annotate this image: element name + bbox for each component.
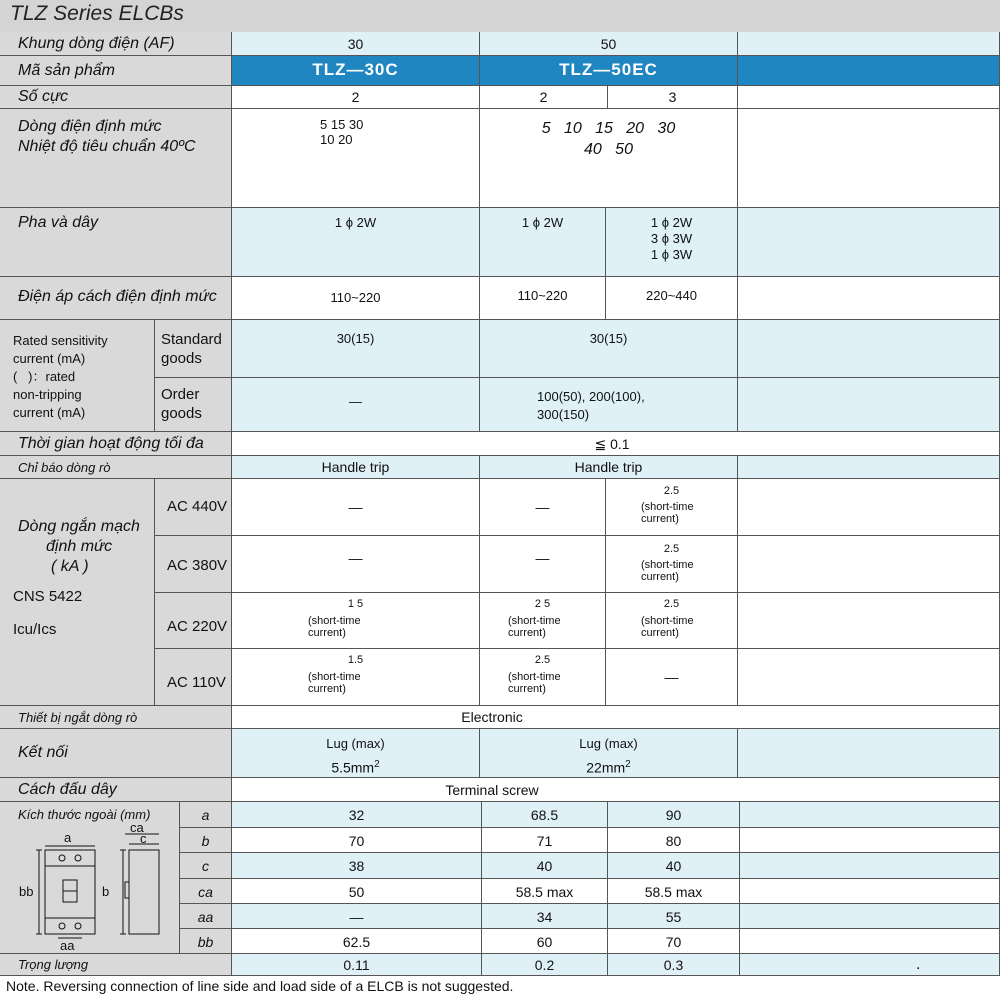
poles-empty-cell <box>738 86 1000 109</box>
rated-label-cell <box>0 109 232 208</box>
sens-ord-50-line2: 300(150) <box>537 407 590 422</box>
ac220-30-st1: (short-time <box>308 615 361 627</box>
wiring-value: Terminal screw <box>445 782 539 798</box>
frame-30-cell <box>232 32 480 56</box>
dims-key-1-cell <box>180 828 232 853</box>
diagram-label-b: b <box>102 884 110 899</box>
insul-30: 110~220 <box>330 290 381 305</box>
dims-empty-1-cell <box>740 828 1000 853</box>
ac220-50b-st2: current) <box>641 627 679 639</box>
dims-key-3: ca <box>198 884 213 900</box>
dims-30-1-cell <box>232 828 482 853</box>
sens-standard-1: Standard <box>161 331 222 348</box>
dims-30-3: 50 <box>348 884 365 900</box>
phase-label-cell <box>0 208 232 277</box>
diagram-label-a: a <box>64 830 72 845</box>
dims-50a-4: 34 <box>536 909 553 925</box>
insul-label-cell <box>0 277 232 320</box>
sens-order-1: Order <box>161 386 200 403</box>
dims-50b-0: 90 <box>665 807 682 823</box>
dims-50a-5-cell <box>482 929 608 954</box>
sens-label-cell <box>0 320 155 432</box>
ac220-50a-st1: (short-time <box>508 615 561 627</box>
wiring-label: Cách đấu dây <box>18 781 117 798</box>
rated-50-line1: 5 10 15 20 30 <box>541 120 676 137</box>
conn-label: Kết nối <box>18 744 68 761</box>
poles-30-cell <box>232 86 480 109</box>
dims-key-0-cell <box>180 802 232 828</box>
dims-50b-0-cell <box>608 802 740 828</box>
weight-50a: 0.2 <box>534 957 555 973</box>
ac220-50b-value: 2.5 <box>663 598 680 610</box>
sens-ord-50-line1: 100(50), 200(100), <box>537 389 645 404</box>
sens-label-5: current (mA) <box>13 405 86 420</box>
spec-table <box>0 32 1000 976</box>
dims-30-4-cell <box>232 904 482 929</box>
ac440-50b-st1: (short-time <box>641 501 694 513</box>
sens-ord-30: — <box>349 394 362 409</box>
ac380-50b-st2: current) <box>641 571 679 583</box>
dims-50a-3-cell <box>482 879 608 904</box>
sens-ord-empty-cell <box>738 378 1000 432</box>
dims-label: Kích thước ngoài (mm) <box>18 807 151 822</box>
ac110-50b: — <box>664 669 679 685</box>
ac220-50b-st1: (short-time <box>641 615 694 627</box>
maxtime-value: ≦ 0.1 <box>594 436 630 452</box>
diagram-label-aa: aa <box>60 938 75 952</box>
indicator-50-cell <box>480 456 738 479</box>
diagram-label-bb: bb <box>19 884 34 899</box>
sens-ord-30-cell <box>232 378 480 432</box>
sens-label-4: non-tripping <box>13 387 82 402</box>
dims-empty-5-cell <box>740 929 1000 954</box>
sens-label-3: ( )：rated <box>13 369 76 384</box>
device-label-cell <box>0 706 232 729</box>
ac220-50a-st2: current) <box>508 627 546 639</box>
wiring-label-cell <box>0 778 232 802</box>
conn-50-size: 22mm <box>586 759 626 776</box>
dims-30-2: 38 <box>348 858 365 874</box>
model-label: Mã sản phẩm <box>18 62 115 79</box>
dims-50a-2: 40 <box>536 858 553 874</box>
ac380-50b-value: 2.5 <box>663 543 680 555</box>
conn-50-sq: 2 <box>625 759 631 770</box>
frame-label: Khung dòng điện (AF) <box>18 35 175 52</box>
short-label-2: định mức <box>46 538 113 555</box>
rated-label-2: Nhiệt độ tiêu chuẩn 40ºC <box>18 138 196 155</box>
conn-30-size: 5.5mm <box>331 759 375 776</box>
rated-30-cell <box>232 109 480 208</box>
dims-30-5: 62.5 <box>342 934 371 950</box>
dims-50b-5-cell <box>608 929 740 954</box>
poles-50a: 2 <box>539 89 548 105</box>
model-30-cell <box>232 56 480 86</box>
weight-30-cell <box>232 954 482 976</box>
rated-50-line2: 40 50 <box>584 141 633 158</box>
model-30: TLZ—30C <box>312 60 399 79</box>
ac220-label-cell <box>155 593 232 649</box>
rated-30-line2: 10 20 <box>320 132 353 147</box>
dims-key-2-cell <box>180 853 232 879</box>
weight-50b: 0.3 <box>663 957 684 973</box>
dims-empty-2-cell <box>740 853 1000 879</box>
maxtime-label: Thời gian hoạt động tối đa <box>18 435 204 452</box>
insul-label: Điện áp cách điện định mức <box>18 288 217 305</box>
ac380-50a: — <box>535 550 550 566</box>
short-label-cell <box>0 479 155 706</box>
frame-50: 50 <box>600 36 617 52</box>
page-title: TLZ Series ELCBs <box>10 2 184 25</box>
indicator-50: Handle trip <box>574 459 643 475</box>
poles-label: Số cực <box>18 88 69 105</box>
ac380-50a-cell <box>480 536 606 593</box>
short-label-4: CNS 5422 <box>13 588 83 605</box>
maxtime-value-cell <box>232 432 1000 456</box>
poles-50b-cell <box>608 86 738 109</box>
dims-50b-4-cell <box>608 904 740 929</box>
conn-30-sq: 2 <box>374 759 380 770</box>
ac110-50a-st2: current) <box>508 683 546 695</box>
short-label-5: Icu/Ics <box>13 621 57 638</box>
weight-label-cell <box>0 954 232 976</box>
weight-30: 0.11 <box>343 957 370 973</box>
terminal-bottom-left <box>59 923 65 929</box>
dims-key-0: a <box>201 807 210 823</box>
ac110-label: AC 110V <box>167 674 226 691</box>
sens-std-empty-cell <box>738 320 1000 378</box>
ac440-50a-cell <box>480 479 606 536</box>
dims-key-3-cell <box>180 879 232 904</box>
rated-30-line1: 5 15 30 <box>320 117 364 132</box>
dims-50b-2: 40 <box>665 858 682 874</box>
ac220-30-value: 1 5 <box>347 598 364 610</box>
terminal-top-left <box>59 855 65 861</box>
terminal-top-right <box>75 855 81 861</box>
footnote: Note. Reversing connection of line side and load side of a ELCB is not suggested. <box>6 978 514 994</box>
model-label-cell <box>0 56 232 86</box>
dims-key-5-cell <box>180 929 232 954</box>
conn-50-lug: Lug (max) <box>579 736 638 751</box>
ac440-label-cell <box>155 479 232 536</box>
insul-50b: 220~440 <box>646 288 697 303</box>
model-50: TLZ—50EC <box>559 60 658 79</box>
model-empty-cell <box>738 56 1000 86</box>
sens-ord-50-cell <box>480 378 738 432</box>
dims-50a-1-cell <box>482 828 608 853</box>
front-outline <box>45 850 95 934</box>
dims-50a-3: 58.5 max <box>515 884 574 900</box>
insul-50a: 110~220 <box>517 288 568 303</box>
conn-30-size-wrap <box>232 757 479 776</box>
device-value-cell <box>232 706 1000 729</box>
sens-label-1: Rated sensitivity <box>13 333 108 348</box>
ac220-50a-cell <box>480 593 606 649</box>
weight-50a-cell <box>482 954 608 976</box>
conn-label-cell <box>0 729 232 778</box>
frame-50-cell <box>480 32 738 56</box>
side-handle <box>125 882 129 898</box>
poles-label-cell <box>0 86 232 109</box>
ac220-50b-cell <box>606 593 738 649</box>
insul-30-cell <box>232 277 480 320</box>
ac440-30-cell <box>232 479 480 536</box>
model-50-cell <box>480 56 738 86</box>
dims-30-4: — <box>349 909 364 925</box>
sens-order-2: goods <box>161 405 202 422</box>
ac380-label-cell <box>155 536 232 593</box>
ac220-30-st2: current) <box>308 627 346 639</box>
phase-empty-cell <box>738 208 1000 277</box>
ac110-empty-cell <box>738 649 1000 706</box>
rated-label-1: Dòng điện định mức <box>18 118 162 135</box>
sens-std-50-cell <box>480 320 738 378</box>
dims-50b-3: 58.5 max <box>644 884 703 900</box>
dims-50a-0: 68.5 <box>530 807 559 823</box>
dims-key-2: c <box>202 858 209 874</box>
dims-50a-4-cell <box>482 904 608 929</box>
sens-std-50: 30(15) <box>589 331 628 346</box>
device-value: Electronic <box>461 709 523 725</box>
ac110-30-st1: (short-time <box>308 671 361 683</box>
wiring-value-cell <box>232 778 1000 802</box>
dims-key-4: aa <box>197 909 214 925</box>
dims-30-5-cell <box>232 929 482 954</box>
ac110-label-cell <box>155 649 232 706</box>
indicator-empty-cell <box>738 456 1000 479</box>
dims-50b-5: 70 <box>665 934 682 950</box>
sens-standard-2: goods <box>161 350 202 367</box>
dims-30-3-cell <box>232 879 482 904</box>
ac110-50a-st1: (short-time <box>508 671 561 683</box>
ac440-label: AC 440V <box>167 498 228 515</box>
dims-50a-0-cell <box>482 802 608 828</box>
rated-empty-cell <box>738 109 1000 208</box>
insul-50b-cell <box>606 277 738 320</box>
poles-50a-cell <box>480 86 608 109</box>
poles-30: 2 <box>351 89 360 105</box>
dims-50b-1-cell <box>608 828 740 853</box>
ac110-30-st2: current) <box>308 683 346 695</box>
dims-50a-5: 60 <box>536 934 553 950</box>
phase-50b-line3: 1 ϕ 3W <box>650 247 693 262</box>
dims-empty-4-cell <box>740 904 1000 929</box>
dims-30-1: 70 <box>348 833 365 849</box>
phase-50b-line1: 1 ϕ 2W <box>650 215 693 230</box>
indicator-30-cell <box>232 456 480 479</box>
frame-30: 30 <box>347 36 364 52</box>
ac440-50b-st2: current) <box>641 513 679 525</box>
sens-std-30-cell <box>232 320 480 378</box>
conn-30-lug: Lug (max) <box>326 736 385 751</box>
dims-30-0: 32 <box>348 807 365 823</box>
dims-key-1: b <box>201 833 210 849</box>
dims-empty-0-cell <box>740 802 1000 828</box>
diagram-label-c: c <box>140 831 147 846</box>
dims-50a-2-cell <box>482 853 608 879</box>
ac110-30-value: 1.5 <box>347 654 364 666</box>
sens-label-2: current (mA) <box>13 351 86 366</box>
ac220-empty-cell <box>738 593 1000 649</box>
frame-empty-cell <box>738 32 1000 56</box>
conn-empty-cell <box>738 729 1000 778</box>
breaker-dimension-diagram <box>0 822 180 952</box>
phase-30-cell <box>232 208 480 277</box>
dims-30-2-cell <box>232 853 482 879</box>
insul-50a-cell <box>480 277 606 320</box>
ac440-50b-value: 2.5 <box>663 485 680 497</box>
phase-50a-cell <box>480 208 606 277</box>
ac440-50a: — <box>535 499 550 515</box>
dims-50a-1: 71 <box>536 833 553 849</box>
ac440-30: — <box>348 499 363 515</box>
indicator-30: Handle trip <box>321 459 390 475</box>
weight-dot: . <box>916 956 921 973</box>
frame-label-cell <box>0 32 232 56</box>
phase-label: Pha và dây <box>18 214 99 231</box>
ac380-50b-cell <box>606 536 738 593</box>
phase-50b-cell <box>606 208 738 277</box>
ac110-30-cell <box>232 649 480 706</box>
ac110-50a-value: 2.5 <box>534 654 551 666</box>
short-label-1: Dòng ngắn mạch <box>18 518 140 535</box>
ac220-label: AC 220V <box>167 618 228 635</box>
ac220-50a-value: 2 5 <box>534 598 551 610</box>
short-label-3: ( kA ) <box>51 558 89 575</box>
ac380-label: AC 380V <box>167 557 228 574</box>
ac220-30-cell <box>232 593 480 649</box>
dims-key-5: bb <box>197 934 214 950</box>
conn-30-cell <box>232 729 480 778</box>
dims-50b-3-cell <box>608 879 740 904</box>
dims-empty-3-cell <box>740 879 1000 904</box>
ac440-empty-cell <box>738 479 1000 536</box>
indicator-label: Chỉ báo dòng rò <box>18 460 111 475</box>
ac110-50a-cell <box>480 649 606 706</box>
weight-label: Trọng lượng <box>18 957 89 972</box>
weight-50b-cell <box>608 954 740 976</box>
phase-50b-line2: 3 ϕ 3W <box>650 231 693 246</box>
sens-standard-cell <box>155 320 232 378</box>
dims-50b-4: 55 <box>665 909 682 925</box>
dims-50b-1: 80 <box>665 833 682 849</box>
weight-empty-cell <box>740 954 1000 976</box>
insul-empty-cell <box>738 277 1000 320</box>
phase-30: 1 ϕ 2W <box>334 215 377 230</box>
conn-50-cell <box>480 729 738 778</box>
poles-50b: 3 <box>668 89 677 105</box>
device-label: Thiết bị ngắt dòng rò <box>18 710 138 725</box>
dims-50b-2-cell <box>608 853 740 879</box>
maxtime-label-cell <box>0 432 232 456</box>
sens-order-cell <box>155 378 232 432</box>
dims-30-0-cell <box>232 802 482 828</box>
ac380-50b-st1: (short-time <box>641 559 694 571</box>
side-outline <box>129 850 159 934</box>
ac110-50b-cell <box>606 649 738 706</box>
sens-std-30: 30(15) <box>336 331 375 346</box>
dims-label-cell <box>0 802 180 954</box>
diagram-label-ca: ca <box>130 822 144 835</box>
rated-50-cell <box>480 109 738 208</box>
terminal-bottom-right <box>75 923 81 929</box>
indicator-label-cell <box>0 456 232 479</box>
ac380-30-cell <box>232 536 480 593</box>
dims-key-4-cell <box>180 904 232 929</box>
conn-50-size-wrap <box>480 757 737 776</box>
ac440-50b-cell <box>606 479 738 536</box>
ac380-empty-cell <box>738 536 1000 593</box>
phase-50a: 1 ϕ 2W <box>521 215 564 230</box>
ac380-30: — <box>348 550 363 566</box>
